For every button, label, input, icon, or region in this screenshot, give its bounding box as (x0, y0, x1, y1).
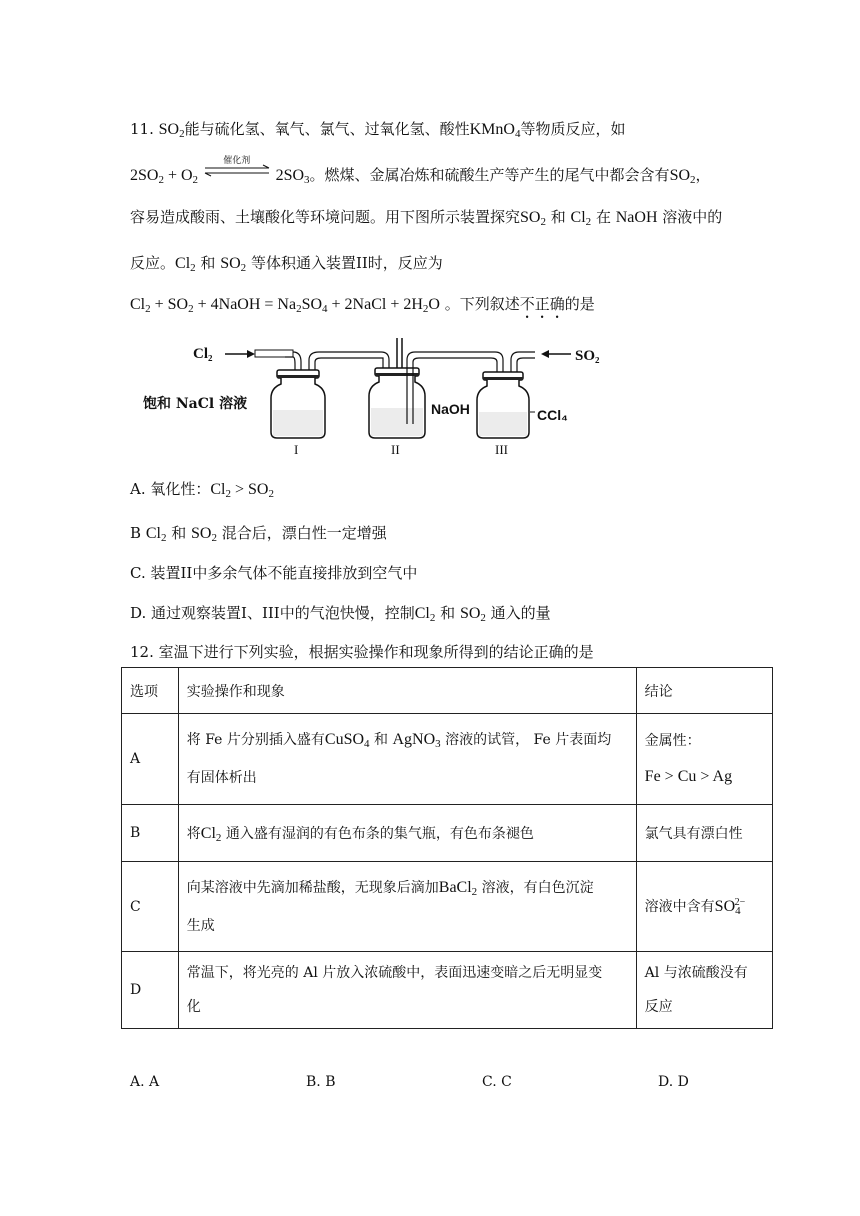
answer-b: B. B (306, 1074, 336, 1090)
q12-table (121, 667, 773, 1029)
inlet-tube (255, 350, 293, 357)
row-b-operation (178, 805, 636, 862)
q11-line-1 (130, 118, 625, 140)
equation-main-reaction: $Cl_2 + SO_2$ + 4NaOH = $Na_2SO_4$ + 2NaCl + $2H_2O$ (130, 296, 440, 315)
q11-option-c (130, 562, 417, 583)
option-b-and: 和 (171, 524, 187, 542)
q11-option-d (130, 602, 551, 624)
q11-line3-a: 容易造成酸雨、土壤酸化等环境问题。用下图所示装置探究 (130, 208, 521, 226)
bottle-1-liquid (273, 410, 323, 436)
formula-cl2: $Cl_2$ (414, 605, 436, 624)
cl2-label: Cl₂ (193, 346, 213, 362)
row-b-op-b: 通入盛有湿润的有色布条的集气瓶，有色布条褪色 (225, 825, 534, 842)
row-d-option: D (122, 952, 179, 1029)
bottle-3-stopper-band (483, 377, 523, 380)
answer-c: C. C (482, 1074, 512, 1090)
q11-option-b (130, 522, 387, 544)
row-a-option: A (122, 714, 179, 805)
formula-bacl2: BaCl$_2$ (438, 878, 478, 898)
formula-cl2-gt-so2: $Cl_2 > SO_2$ (210, 481, 274, 500)
q11-line4-c: 等体积通入装置II时，反应为 (250, 254, 443, 272)
formula-so2: $SO_2$ (158, 121, 185, 140)
q11-line2-text: 。燃煤、金属冶炼和硫酸生产等产生的尾气中都会含有 (309, 166, 670, 184)
header-operation: 实验操作和现象 (178, 668, 636, 714)
label-i: I (294, 442, 299, 457)
nacl-label: 饱和 NaCl 溶液 (143, 396, 248, 412)
q11-line3-d: 溶液中的 (662, 208, 723, 226)
apparatus-diagram (143, 332, 615, 457)
row-c-conclusion (636, 862, 772, 952)
q11-number: 11. (130, 120, 154, 138)
bottle-3-liquid (479, 412, 527, 436)
row-a-op-c: 溶液的试管， Fe 片表面均 (445, 732, 612, 748)
row-d-concl-b: 反应 (644, 999, 673, 1015)
formula-so2: $SO_2$ (220, 255, 247, 274)
option-d-text-a: D. 通过观察装置I、III中的气泡快慢，控制 (130, 604, 415, 622)
table-row-a (122, 714, 773, 805)
q11-line5-a: 。下列叙述 (444, 295, 520, 313)
row-d-op-b: 化 (186, 999, 201, 1015)
q11-line-4 (130, 252, 443, 274)
row-c-op-b: 溶液，有白色沉淀 (481, 879, 594, 896)
formula-so2: $SO_2$ (669, 167, 696, 186)
formula-cl2: $Cl_2$ (145, 525, 167, 544)
formula-kmno4: KMnO$_4$ (469, 121, 521, 140)
so2-label: SO₂ (575, 348, 600, 364)
row-a-op-b: 和 (374, 732, 388, 748)
row-b-conclusion: 氯气具有漂白性 (636, 805, 772, 862)
q11-line3-c: 在 (595, 208, 611, 226)
table-header-row (122, 668, 773, 714)
formula-so2: $SO_2$ (459, 605, 486, 624)
emphasized-not-correct: 不正确 (519, 295, 565, 313)
row-c-op-a: 向某溶液中先滴加稀盐酸，无现象后滴加 (186, 879, 439, 896)
table-row-d (122, 952, 773, 1029)
formula-so2: $SO_2$ (520, 209, 546, 228)
row-a-conclusion (636, 714, 772, 805)
row-b-option: B (122, 805, 179, 862)
row-b-op-a: 将 (186, 825, 201, 842)
q11-line-2: $2SO_2 + O_2$ 催化剂 $2SO_3$。燃煤、金属冶炼和硫酸生产等产生的尾气中都会含有$SO_2$， (130, 162, 711, 186)
option-c-text: C. 装置II中多余气体不能直接排放到空气中 (130, 564, 418, 582)
formula-agno3: AgNO$_3$ (392, 731, 441, 750)
formula-so3: $2SO_3$ (275, 167, 310, 186)
row-c-op-c: 生成 (186, 917, 215, 934)
ccl4-label: CCl₄ (537, 407, 568, 423)
option-b-label: B (130, 524, 142, 542)
q12-stem (130, 641, 594, 662)
table-row-b (122, 805, 773, 862)
header-option: 选项 (122, 668, 179, 714)
row-a-operation (178, 714, 636, 805)
formula-naoh: NaOH (615, 209, 658, 226)
q12-stem-text: 室温下进行下列实验，根据实验操作和现象所得到的结论正确的是 (158, 643, 594, 661)
row-a-op-a: 将 Fe 片分别插入盛有 (186, 732, 325, 748)
so2-inlet-tube (511, 352, 535, 372)
bottle-1-stopper-band (277, 375, 319, 378)
row-d-operation (178, 952, 636, 1029)
so2-arrowhead-icon (541, 350, 549, 358)
row-d-concl-a: Al 与浓硫酸没有 (644, 965, 748, 981)
row-c-concl: 溶液中含有 (644, 899, 715, 915)
option-a-label: A. 氧化性： (130, 480, 211, 498)
naoh-label: NaOH (431, 401, 470, 417)
row-a-op-d: 有固体析出 (186, 770, 257, 786)
label-ii: II (391, 442, 400, 457)
table-row-c (122, 862, 773, 952)
formula-cl2: $Cl_2$ (175, 255, 196, 274)
bottle-2-liquid (371, 408, 423, 436)
reversible-arrow-icon (203, 156, 271, 182)
formula-cl2: $Cl_2$ (570, 209, 592, 228)
q11-line4-a: 反应。 (130, 254, 176, 272)
q11-line-3 (130, 206, 722, 228)
row-d-conclusion (636, 952, 772, 1029)
q11-intro-1: 能与硫化氢、氧气、氯气、过氧化氢、酸性 (184, 120, 470, 138)
formula-cl2: $Cl_2$ (200, 824, 222, 844)
q11-line4-b: 和 (200, 254, 216, 272)
row-a-concl-b: Fe > Cu > Ag (644, 768, 733, 785)
q11-option-a (130, 478, 274, 500)
catalyst-label: 催化剂 (223, 156, 251, 166)
label-iii: III (495, 442, 508, 457)
header-conclusion: 结论 (636, 668, 772, 714)
row-c-option: C (122, 862, 179, 952)
cl2-arrowhead-icon (247, 350, 255, 358)
q11-line-5 (130, 293, 595, 322)
formula-sulfate-ion: $SO_4^{2-}$ (714, 896, 746, 917)
q11-line3-b: 和 (550, 208, 566, 226)
option-d-text-c: 通入的量 (490, 604, 551, 622)
row-a-concl-a: 金属性： (644, 733, 701, 749)
option-d-and: 和 (440, 604, 456, 622)
answer-d: D. D (658, 1074, 689, 1090)
equation-so2-oxidation: $2SO_2 + O_2$ (130, 167, 199, 186)
row-d-op-a: 常温下，将光亮的 Al 片放入浓硫酸中，表面迅速变暗之后无明显变 (186, 965, 603, 981)
q11-intro-2: 等物质反应，如 (520, 120, 626, 138)
option-b-text: 混合后，漂白性一定增强 (221, 524, 387, 542)
q11-line5-b: 的是 (564, 295, 595, 313)
q12-number: 12. (130, 643, 154, 661)
row-c-operation (178, 862, 636, 952)
formula-so2: $SO_2$ (191, 525, 217, 544)
answer-a: A. A (130, 1074, 160, 1090)
formula-cuso4: CuSO$_4$ (324, 731, 370, 750)
